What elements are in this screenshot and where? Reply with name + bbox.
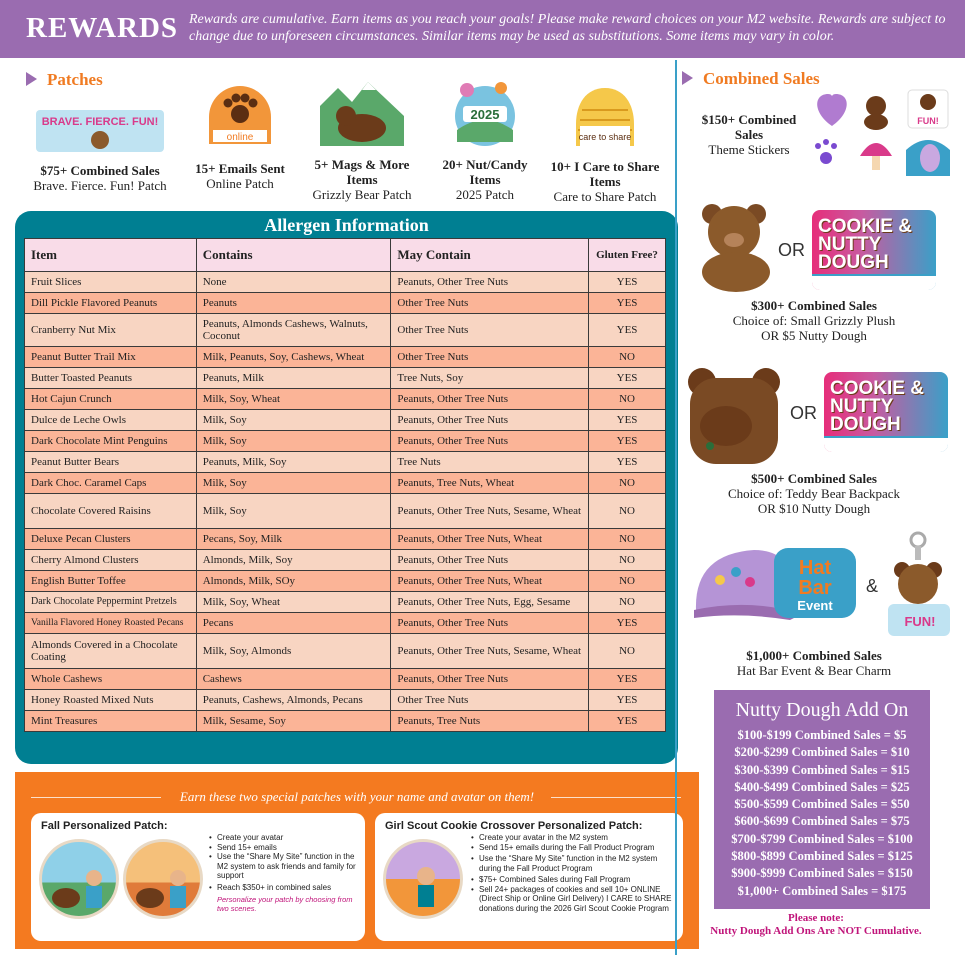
cell-gluten-free: NO xyxy=(589,592,666,613)
cell-gluten-free: YES xyxy=(589,431,666,452)
hat-bar-event-image xyxy=(690,540,858,622)
cell-contains: Cashews xyxy=(196,669,391,690)
svg-text:Event: Event xyxy=(797,598,833,613)
table-row xyxy=(25,669,666,690)
triangle-bullet-icon xyxy=(26,72,37,86)
svg-text:online: online xyxy=(226,132,254,143)
nutty-dough-add-on-panel xyxy=(714,690,930,909)
svg-text:FUN!: FUN! xyxy=(917,116,939,126)
cell-contains: Milk, Soy, Almonds xyxy=(196,634,391,669)
cell-item: Peanut Butter Trail Mix xyxy=(25,347,197,368)
cell-contains: Pecans, Soy, Milk xyxy=(196,529,391,550)
cell-may-contain: Peanuts, Other Tree Nuts, Egg, Sesame xyxy=(391,592,589,613)
table-row xyxy=(25,571,666,592)
cell-gluten-free: NO xyxy=(589,389,666,410)
fall-patch-card xyxy=(31,813,365,941)
list-item: • Send 15+ emails xyxy=(209,843,357,853)
table-row xyxy=(25,368,666,389)
cell-item: Peanut Butter Bears xyxy=(25,452,197,473)
care-to-share-patch-icon xyxy=(572,84,638,150)
list-item: • Use the “Share My Site” function in the M2 system to ask friends and family for support xyxy=(209,852,357,881)
cell-contains: Milk, Sesame, Soy xyxy=(196,711,391,732)
cell-may-contain: Peanuts, Other Tree Nuts, Sesame, Wheat xyxy=(391,634,589,669)
cell-gluten-free: YES xyxy=(589,613,666,634)
or-label: OR xyxy=(778,240,805,260)
cell-contains: Milk, Soy xyxy=(196,494,391,529)
cell-may-contain: Tree Nuts, Soy xyxy=(391,368,589,389)
page-title: REWARDS xyxy=(26,12,179,44)
cell-gluten-free: YES xyxy=(589,690,666,711)
svg-text:Bar: Bar xyxy=(798,577,832,599)
patch-requirement: 20+ Nut/Candy Items xyxy=(442,157,528,187)
reward-tier-150 xyxy=(690,112,808,157)
cell-contains: Milk, Soy xyxy=(196,473,391,494)
table-row xyxy=(25,272,666,293)
cell-item: Cherry Almond Clusters xyxy=(25,550,197,571)
cell-gluten-free: NO xyxy=(589,550,666,571)
table-row xyxy=(25,410,666,431)
nutty-dough-row: $400-$499 Combined Sales = $25 xyxy=(734,779,910,794)
cell-contains: Peanuts xyxy=(196,293,391,314)
cell-gluten-free: YES xyxy=(589,669,666,690)
cell-may-contain: Peanuts, Other Tree Nuts xyxy=(391,272,589,293)
grizzly-bear-patch-icon xyxy=(318,76,406,148)
fall-scene-2-patch-image xyxy=(123,839,203,919)
table-row xyxy=(25,613,666,634)
special-patches-banner: Earn these two special patches with your name and avatar on them! xyxy=(179,789,535,804)
cell-may-contain: Other Tree Nuts xyxy=(391,314,589,347)
tier-reward: Theme Stickers xyxy=(708,142,790,157)
cell-may-contain: Peanuts, Other Tree Nuts, Wheat xyxy=(391,571,589,592)
crossover-patch-title: Girl Scout Cookie Crossover Personalized Patch: xyxy=(385,820,643,832)
crossover-patch-image xyxy=(383,839,463,919)
list-item: • Reach $350+ in combined sales xyxy=(209,883,357,893)
cell-item: Dulce de Leche Owls xyxy=(25,410,197,431)
nutty-dough-row: $900-$999 Combined Sales = $150 xyxy=(731,866,913,881)
cell-item: Deluxe Pecan Clusters xyxy=(25,529,197,550)
nutty-dough-card-image: COOKIE & NUTTY DOUGH xyxy=(812,210,936,290)
cell-contains: Milk, Soy xyxy=(196,431,391,452)
special-patches-panel xyxy=(15,772,699,949)
cell-contains: Pecans xyxy=(196,613,391,634)
table-row xyxy=(25,634,666,669)
cell-may-contain: Peanuts, Tree Nuts xyxy=(391,711,589,732)
cell-gluten-free: YES xyxy=(589,272,666,293)
patches-heading: Patches xyxy=(26,70,103,90)
tier-requirement: $300+ Combined Sales xyxy=(751,298,877,313)
cell-contains: Peanuts, Milk, Soy xyxy=(196,452,391,473)
tier-requirement: $1,000+ Combined Sales xyxy=(746,648,882,663)
svg-text:BRAVE. FIERCE. FUN!: BRAVE. FIERCE. FUN! xyxy=(41,116,159,128)
brave-fierce-fun-patch-icon xyxy=(34,108,166,154)
patch-name: Grizzly Bear Patch xyxy=(312,187,412,202)
cell-gluten-free: NO xyxy=(589,494,666,529)
tier-reward-alt: OR $10 Nutty Dough xyxy=(757,501,871,516)
col-header-gluten-free: Gluten Free? xyxy=(589,239,666,272)
patch-name: Brave. Fierce. Fun! Patch xyxy=(33,178,167,193)
nutty-dough-row: $300-$399 Combined Sales = $15 xyxy=(734,762,910,777)
svg-text:FUN!: FUN! xyxy=(904,614,936,629)
cell-gluten-free: YES xyxy=(589,711,666,732)
list-item: • Create your avatar xyxy=(209,833,357,843)
cell-item: Dark Chocolate Mint Penguins xyxy=(25,431,197,452)
cell-may-contain: Peanuts, Other Tree Nuts, Sesame, Wheat xyxy=(391,494,589,529)
cell-item: Cranberry Nut Mix xyxy=(25,314,197,347)
allergen-title: Allergen Information xyxy=(264,215,429,235)
or-label: OR xyxy=(790,403,817,423)
ampersand-label: & xyxy=(866,576,879,596)
nutty-dough-row: $1,000+ Combined Sales = $175 xyxy=(737,883,907,898)
list-item: • Send 15+ emails during the Fall Product Program xyxy=(471,843,677,853)
cell-contains: Milk, Peanuts, Soy, Cashews, Wheat xyxy=(196,347,391,368)
cell-item: Chocolate Covered Raisins xyxy=(25,494,197,529)
table-row xyxy=(25,550,666,571)
rewards-description: Rewards are cumulative. Earn items as you reach your goals! Please make reward choices on your M2 website. Rewards are subject to change due to unforeseen circumstances. Similar items may be used as substitutions. Some items may vary in color. xyxy=(189,12,946,44)
svg-text:2025: 2025 xyxy=(470,107,500,122)
patch-name: Online Patch xyxy=(206,176,274,191)
2025-patch-icon xyxy=(445,76,525,148)
grizzly-plush-image xyxy=(690,196,782,292)
table-row xyxy=(25,293,666,314)
table-row xyxy=(25,389,666,410)
table-row xyxy=(25,690,666,711)
cell-gluten-free: YES xyxy=(589,452,666,473)
cell-item: Dark Chocolate Peppermint Pretzels xyxy=(25,592,197,613)
patch-brave-fierce-fun xyxy=(20,108,180,193)
rewards-header xyxy=(0,0,965,58)
cell-item: Fruit Slices xyxy=(25,272,197,293)
cell-contains: Almonds, Milk, SOy xyxy=(196,571,391,592)
cell-contains: Almonds, Milk, Soy xyxy=(196,550,391,571)
cell-item: Hot Cajun Crunch xyxy=(25,389,197,410)
personalize-note: Personalize your patch by choosing from two scenes. xyxy=(217,895,353,913)
cell-gluten-free: NO xyxy=(589,473,666,494)
patch-requirement: $75+ Combined Sales xyxy=(40,163,160,178)
cell-gluten-free: YES xyxy=(589,410,666,431)
allergen-table xyxy=(24,238,666,732)
crossover-patch-card xyxy=(375,813,683,941)
nutty-dough-row: $500-$599 Combined Sales = $50 xyxy=(734,797,910,812)
nutty-dough-row: $600-$699 Combined Sales = $75 xyxy=(734,814,910,829)
cell-item: Dark Choc. Caramel Caps xyxy=(25,473,197,494)
fall-scene-1-patch-image xyxy=(39,839,119,919)
cell-may-contain: Other Tree Nuts xyxy=(391,293,589,314)
cell-item: Dill Pickle Flavored Peanuts xyxy=(25,293,197,314)
fall-patch-title: Fall Personalized Patch: xyxy=(41,820,168,832)
patch-care-to-share xyxy=(546,84,664,204)
cell-contains: Peanuts, Almonds Cashews, Walnuts, Coconut xyxy=(196,314,391,347)
cell-may-contain: Other Tree Nuts xyxy=(391,690,589,711)
note-heading: Please note: xyxy=(788,912,844,924)
cell-item: Whole Cashews xyxy=(25,669,197,690)
teddy-bear-backpack-image xyxy=(682,362,786,466)
cell-may-contain: Peanuts, Tree Nuts, Wheat xyxy=(391,473,589,494)
cell-contains: Milk, Soy, Wheat xyxy=(196,389,391,410)
cell-may-contain: Peanuts, Other Tree Nuts xyxy=(391,410,589,431)
cell-item: Butter Toasted Peanuts xyxy=(25,368,197,389)
nutty-dough-note xyxy=(700,912,932,938)
patch-online xyxy=(181,84,299,191)
cell-may-contain: Tree Nuts xyxy=(391,452,589,473)
cell-gluten-free: NO xyxy=(589,634,666,669)
column-divider xyxy=(675,60,677,955)
theme-stickers-image xyxy=(808,86,956,182)
tier-reward: Choice of: Small Grizzly Plush xyxy=(732,313,896,328)
list-item: • Create your avatar in the M2 system xyxy=(471,833,677,843)
patch-name: Care to Share Patch xyxy=(553,189,657,204)
cell-may-contain: Peanuts, Other Tree Nuts xyxy=(391,669,589,690)
nutty-dough-title: Nutty Dough Add On xyxy=(735,699,909,721)
tier-reward: Hat Bar Event & Bear Charm xyxy=(736,663,892,678)
table-row xyxy=(25,494,666,529)
cell-item: Vanilla Flavored Honey Roasted Pecans xyxy=(25,613,197,634)
tier-reward: Choice of: Teddy Bear Backpack xyxy=(727,486,901,501)
cell-item: Honey Roasted Mixed Nuts xyxy=(25,690,197,711)
table-row xyxy=(25,347,666,368)
tier-requirement: $500+ Combined Sales xyxy=(751,471,877,486)
table-row xyxy=(25,529,666,550)
nutty-dough-row: $700-$799 Combined Sales = $100 xyxy=(731,831,913,846)
fall-patch-requirements xyxy=(209,833,357,913)
cell-contains: None xyxy=(196,272,391,293)
triangle-bullet-icon xyxy=(682,71,693,85)
nutty-dough-card-image: COOKIE & NUTTY DOUGH xyxy=(824,372,948,452)
table-row xyxy=(25,452,666,473)
cell-may-contain: Peanuts, Other Tree Nuts xyxy=(391,431,589,452)
cell-gluten-free: NO xyxy=(589,529,666,550)
tier-requirement: $150+ Combined Sales xyxy=(701,112,797,142)
svg-text:Hat: Hat xyxy=(798,557,832,579)
table-header-row xyxy=(25,239,666,272)
cell-gluten-free: YES xyxy=(589,314,666,347)
nutty-dough-row: $800-$899 Combined Sales = $125 xyxy=(731,849,913,864)
combined-sales-heading: Combined Sales xyxy=(682,69,820,89)
cell-gluten-free: NO xyxy=(589,347,666,368)
patch-2025 xyxy=(426,76,544,202)
cell-may-contain: Peanuts, Other Tree Nuts xyxy=(391,389,589,410)
cell-may-contain: Other Tree Nuts xyxy=(391,347,589,368)
cell-contains: Peanuts, Milk xyxy=(196,368,391,389)
patch-requirement: 10+ I Care to Share Items xyxy=(550,159,660,189)
cell-item: Almonds Covered in a Chocolate Coating xyxy=(25,634,197,669)
reward-tier-1000 xyxy=(690,648,938,678)
paw-online-patch-icon xyxy=(207,84,273,152)
cell-gluten-free: YES xyxy=(589,293,666,314)
patch-requirement: 15+ Emails Sent xyxy=(195,161,285,176)
patch-name: 2025 Patch xyxy=(455,187,515,202)
patch-requirement: 5+ Mags & More Items xyxy=(314,157,410,187)
table-row xyxy=(25,314,666,347)
list-item: • Use the “Share My Site” function in the M2 system during the Fall Product Program xyxy=(471,854,677,873)
reward-tier-500 xyxy=(690,471,938,516)
col-header-contains: Contains xyxy=(196,239,391,272)
bear-charm-image xyxy=(880,530,956,642)
note-text: Nutty Dough Add Ons Are NOT Cumulative. xyxy=(710,925,922,937)
col-header-item: Item xyxy=(25,239,197,272)
allergen-panel xyxy=(15,211,678,764)
cell-may-contain: Peanuts, Other Tree Nuts, Wheat xyxy=(391,529,589,550)
col-header-may-contain: May Contain xyxy=(391,239,589,272)
list-item: • $75+ Combined Sales during Fall Program xyxy=(471,875,677,885)
cell-may-contain: Peanuts, Other Tree Nuts xyxy=(391,613,589,634)
cell-contains: Milk, Soy, Wheat xyxy=(196,592,391,613)
table-row xyxy=(25,711,666,732)
tier-reward-alt: OR $5 Nutty Dough xyxy=(761,328,867,343)
table-row xyxy=(25,473,666,494)
list-item: • Sell 24+ packages of cookies and sell 10+ ONLINE (Direct Ship or Online Girl Delivery) I CARE to SHARE donations during the 2026 Girl Scout Cookie Program xyxy=(471,885,677,914)
reward-tier-300 xyxy=(690,298,938,343)
cell-gluten-free: NO xyxy=(589,571,666,592)
cell-item: Mint Treasures xyxy=(25,711,197,732)
cell-may-contain: Peanuts, Other Tree Nuts xyxy=(391,550,589,571)
nutty-dough-row: $200-$299 Combined Sales = $10 xyxy=(734,745,910,760)
cell-contains: Peanuts, Cashews, Almonds, Pecans xyxy=(196,690,391,711)
crossover-patch-requirements xyxy=(471,833,677,913)
cell-gluten-free: YES xyxy=(589,368,666,389)
table-row xyxy=(25,592,666,613)
cell-contains: Milk, Soy xyxy=(196,410,391,431)
cell-item: English Butter Toffee xyxy=(25,571,197,592)
nutty-dough-row: $100-$199 Combined Sales = $5 xyxy=(737,728,907,742)
patch-grizzly-bear xyxy=(303,76,421,202)
svg-text:care to share: care to share xyxy=(578,132,632,142)
table-row xyxy=(25,431,666,452)
